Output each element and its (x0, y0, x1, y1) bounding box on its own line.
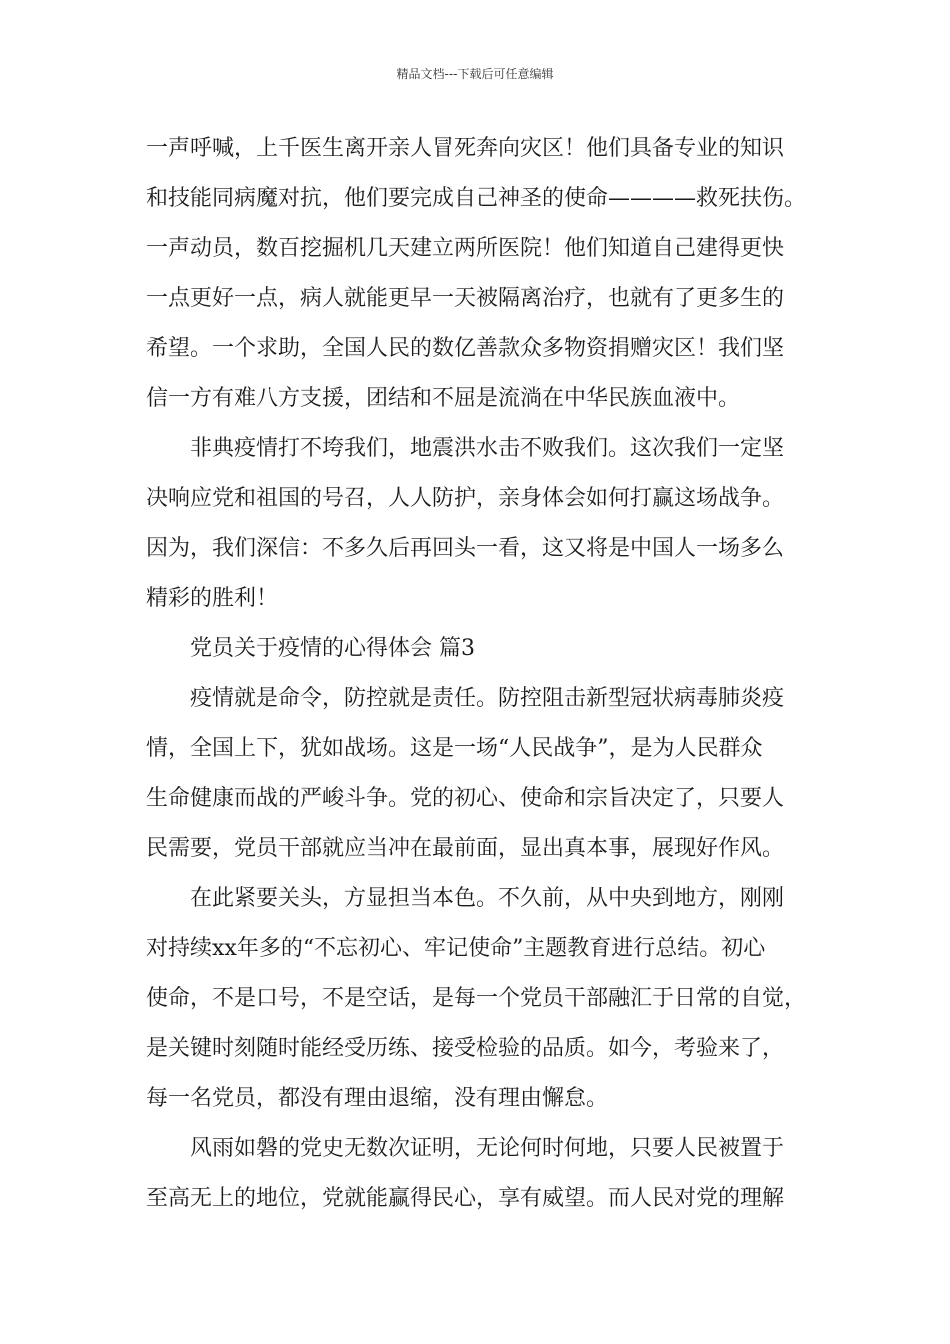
text-line: 情，全国上下，犹如战场。这是一场“人民战争”，是为人民群众 (146, 736, 763, 761)
text-line: 使命，不是口号，不是空话，是每一个党员干部融汇于日常的自觉， (146, 986, 807, 1011)
text-line: 一声呼喊，上千医生离开亲人冒死奔向灾区！他们具备专业的知识 (146, 136, 785, 161)
document-body (146, 124, 836, 1224)
text-line: 精彩的胜利！ (146, 586, 279, 611)
text-line: 疫情就是命令，防控就是责任。防控阻击新型冠状病毒肺炎疫 (190, 686, 785, 711)
text-line: 非典疫情打不垮我们，地震洪水击不败我们。这次我们一定坚 (190, 436, 785, 461)
text-line: 对持续xx年多的“不忘初心、牢记使命”主题教育进行总结。初心 (146, 936, 766, 961)
text-line: 风雨如磐的党史无数次证明，无论何时何地，只要人民被置于 (190, 1136, 785, 1161)
text-line: 信一方有难八方支援，团结和不屈是流淌在中华民族血液中。 (146, 386, 741, 411)
text-line: 一声动员，数百挖掘机几天建立两所医院！他们知道自己建得更快 (146, 236, 785, 261)
text-line: 因为，我们深信：不多久后再回头一看，这又将是中国人一场多么 (146, 536, 785, 561)
text-line: 和技能同病魔对抗，他们要完成自己神圣的使命————救死扶伤。 (146, 186, 807, 211)
text-line: 党员关于疫情的心得体会 篇3 (190, 636, 475, 661)
text-line: 一点更好一点，病人就能更早一天被隔离治疗，也就有了更多生的 (146, 286, 785, 311)
text-line: 民需要，党员干部就应当冲在最前面，显出真本事，展现好作风。 (146, 836, 785, 861)
text-line: 每一名党员，都没有理由退缩，没有理由懈怠。 (146, 1086, 609, 1111)
text-line: 在此紧要关头，方显担当本色。不久前，从中央到地方，刚刚 (190, 886, 785, 911)
text-line: 生命健康而战的严峻斗争。党的初心、使命和宗旨决定了，只要人 (146, 786, 785, 811)
text-line: 至高无上的地位，党就能赢得民心，享有威望。而人民对党的理解 (146, 1186, 785, 1211)
text-line: 希望。一个求助，全国人民的数亿善款众多物资捐赠灾区！我们坚 (146, 336, 785, 361)
text-line: 是关键时刻随时能经受历练、接受检验的品质。如今，考验来了， (146, 1036, 785, 1061)
text-line: 决响应党和祖国的号召，人人防护，亲身体会如何打赢这场战争。 (146, 486, 785, 511)
page-header: 精品文档---下载后可任意编辑 (396, 67, 554, 81)
